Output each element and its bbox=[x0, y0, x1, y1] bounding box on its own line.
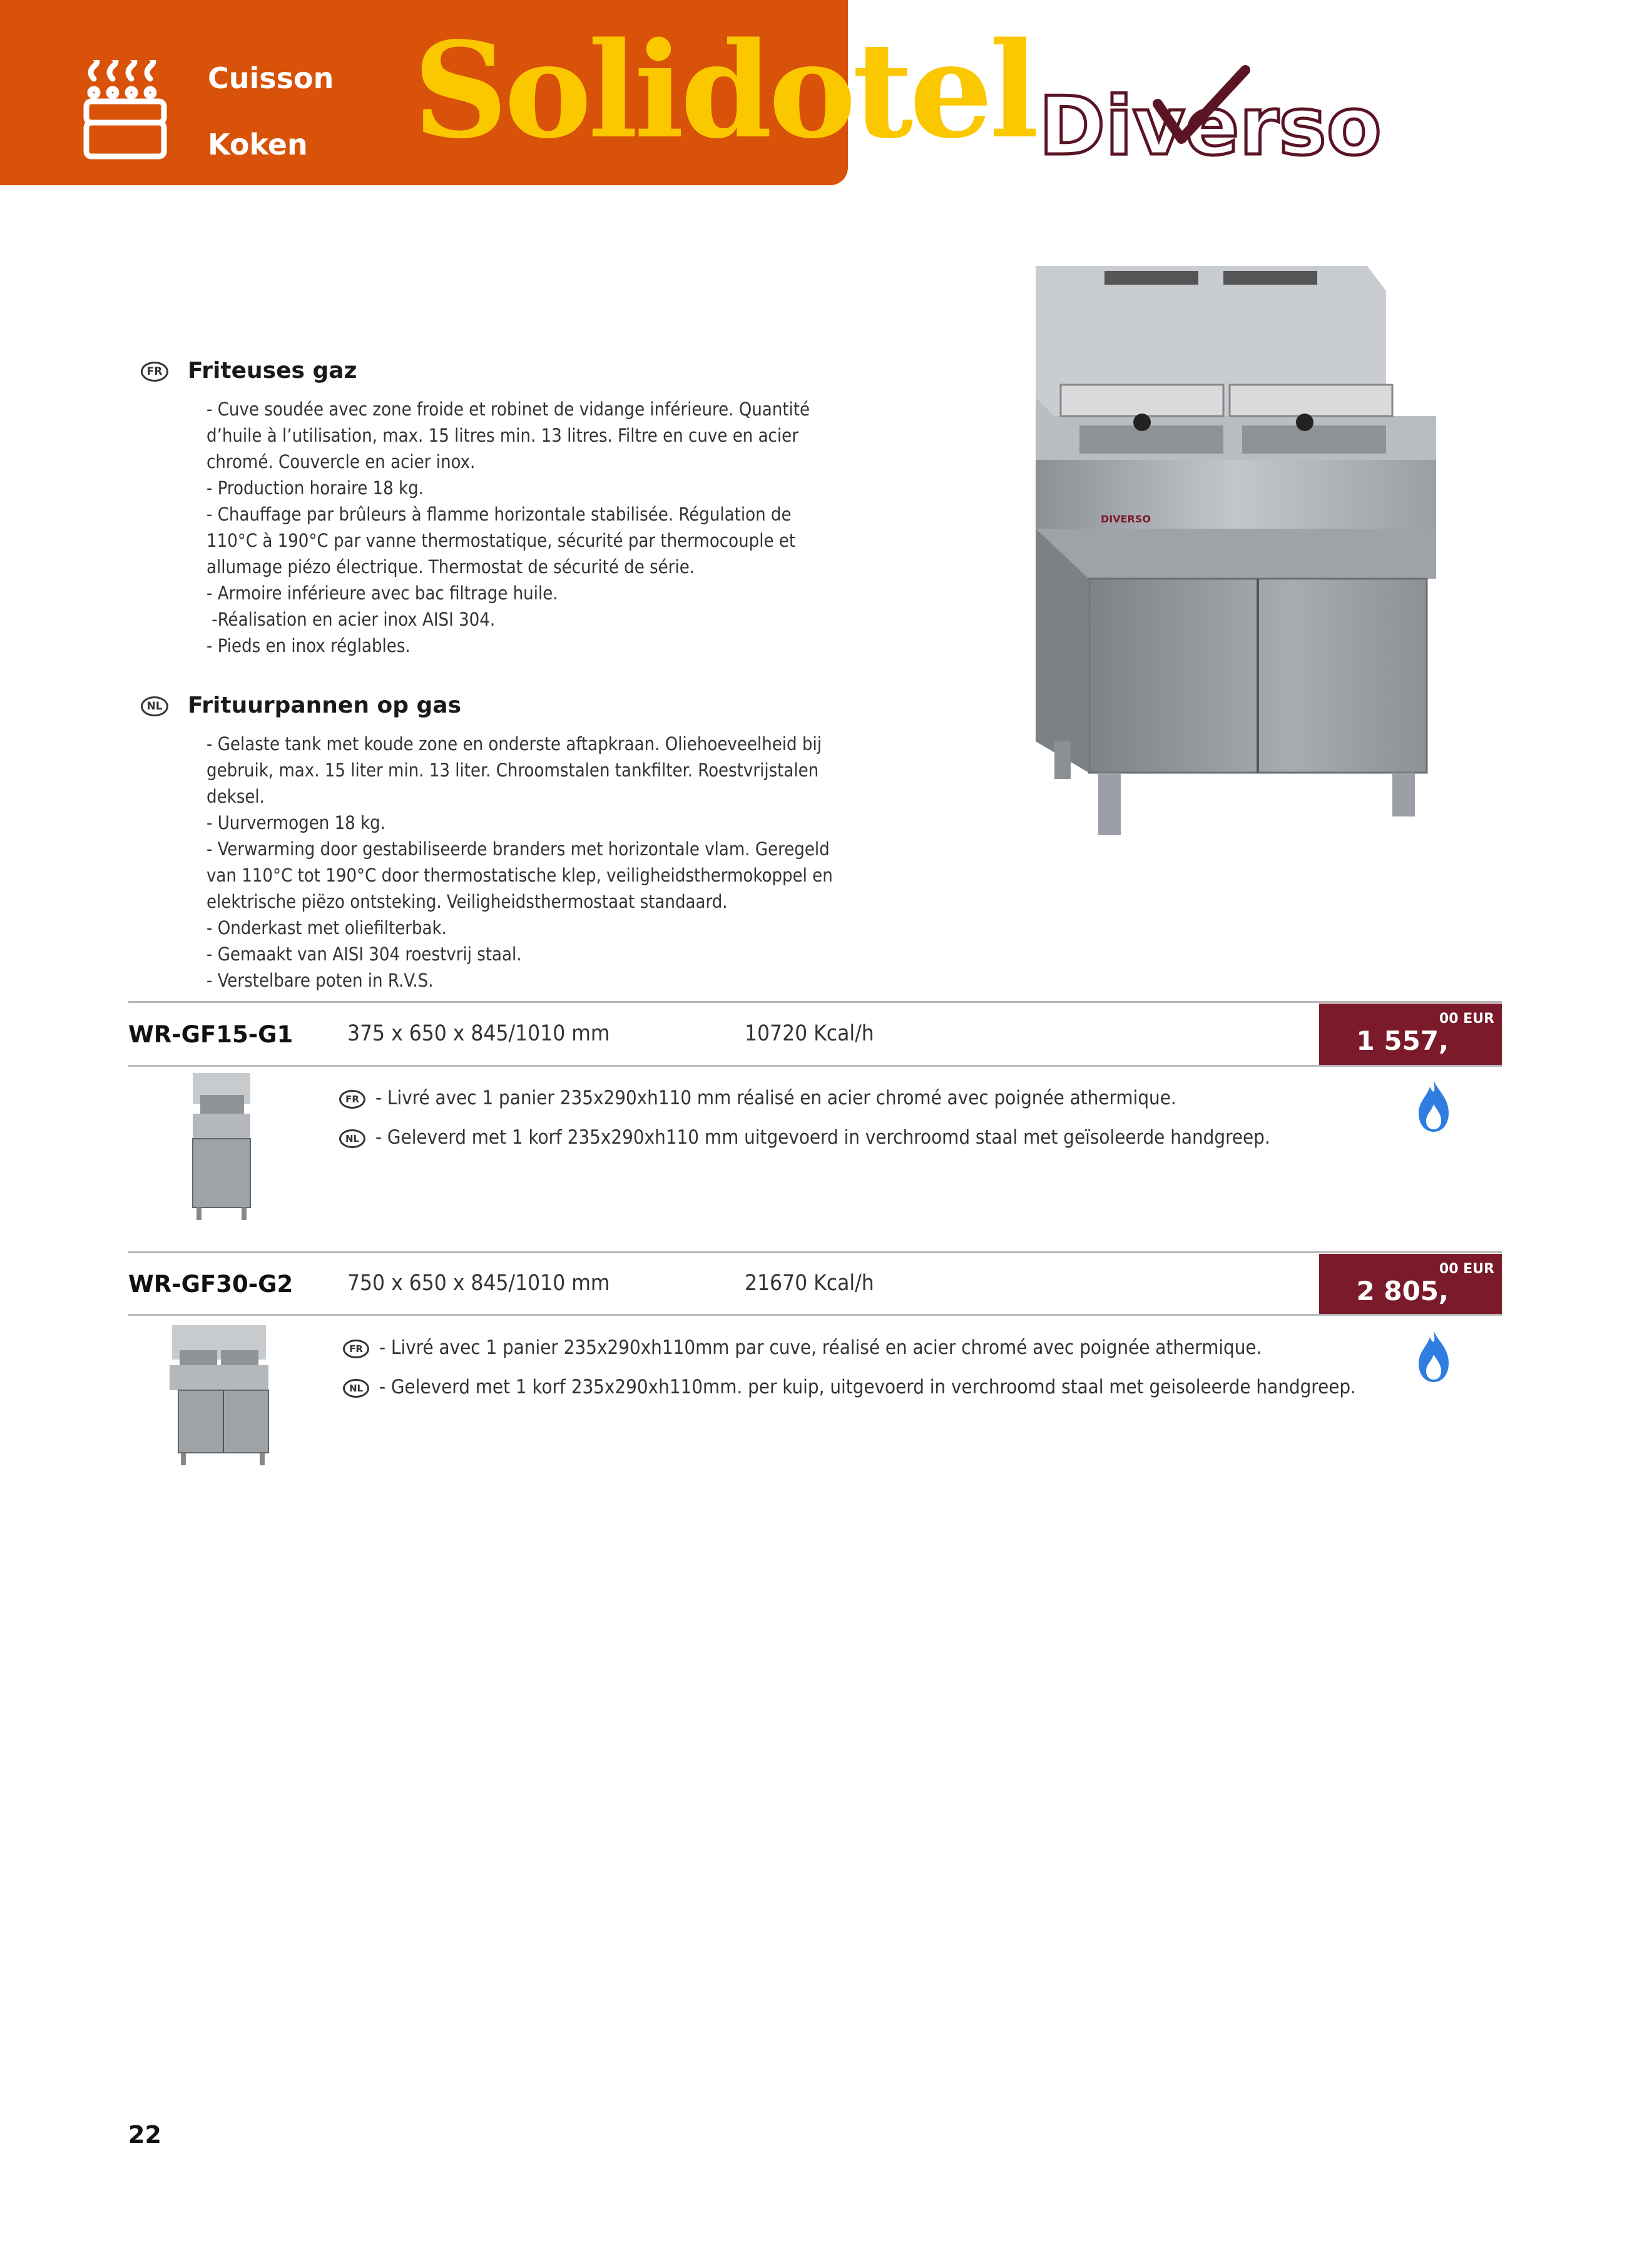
fr-description-line: - Production horaire 18 kg. bbox=[207, 477, 424, 499]
product-note-fr-text: - Livré avec 1 panier 235x290xh110 mm réalisé en acier chromé avec poignée athermique. bbox=[375, 1087, 1176, 1109]
product-row-divider bbox=[128, 1001, 1502, 1003]
fr-section-title: Friteuses gaz bbox=[188, 358, 357, 384]
product-note-nl-text: - Geleverd met 1 korf 235x290xh110 mm uitgevoerd in verchroomd staal met geïsoleerde handgreep. bbox=[375, 1126, 1270, 1149]
gas-flame-icon bbox=[1417, 1079, 1450, 1133]
diverso-wordmark: Diverso bbox=[1039, 80, 1382, 166]
svg-text:DIVERSO: DIVERSO bbox=[1101, 513, 1151, 525]
fr-description bbox=[207, 396, 914, 659]
category-label-nl: Koken bbox=[208, 128, 308, 161]
nl-language-badge: NL bbox=[339, 1129, 365, 1148]
price-box bbox=[1319, 1254, 1502, 1315]
price-cents-currency: 00 EUR bbox=[1439, 1261, 1494, 1277]
nl-description-line: - Gelaste tank met koude zone en onderste aftapkraan. Oliehoeveelheid bij bbox=[207, 733, 822, 755]
nl-description-line: gebruik, max. 15 liter min. 13 liter. Chroomstalen tankfilter. Roestvrijstalen bbox=[207, 760, 819, 781]
nl-description-line: - Verwarming door gestabiliseerde branders met horizontale vlam. Geregeld bbox=[207, 838, 830, 860]
product-power: 21670 Kcal/h bbox=[745, 1271, 874, 1296]
fr-description-line: - Chauffage par brûleurs à flamme horizontale stabilisée. Régulation de bbox=[207, 504, 792, 525]
fr-description-line: - Cuve soudée avec zone froide et robinet de vidange inférieure. Quantité bbox=[207, 399, 810, 420]
price-value: 2 805, bbox=[1356, 1276, 1449, 1306]
product-note-fr bbox=[343, 1336, 1262, 1359]
fr-description-line: -Réalisation en acier inox AISI 304. bbox=[207, 609, 496, 630]
product-dimensions: 750 x 650 x 845/1010 mm bbox=[347, 1271, 610, 1296]
price-box bbox=[1319, 1004, 1502, 1065]
product-row-divider bbox=[128, 1065, 1502, 1067]
oven-icon bbox=[83, 60, 168, 160]
nl-language-badge: NL bbox=[141, 696, 168, 716]
nl-description-line: deksel. bbox=[207, 786, 265, 807]
fr-description-line: - Pieds en inox réglables. bbox=[207, 635, 411, 656]
fr-description-line: - Armoire inférieure avec bac filtrage huile. bbox=[207, 582, 558, 604]
nl-description-line: van 110°C tot 190°C door thermostatische klep, veiligheidsthermokoppel en bbox=[207, 865, 833, 886]
fryer-double-product-thumbnail bbox=[166, 1325, 272, 1466]
product-note-fr bbox=[339, 1087, 1176, 1109]
product-note-fr-text: - Livré avec 1 panier 235x290xh110mm par cuve, réalisé en acier chromé avec poignée athermique. bbox=[379, 1336, 1262, 1359]
nl-section-title: Frituurpannen op gas bbox=[188, 693, 462, 718]
product-power: 10720 Kcal/h bbox=[745, 1021, 874, 1046]
diverso-logo bbox=[1039, 60, 1420, 166]
fr-language-badge: FR bbox=[343, 1340, 369, 1358]
nl-description-line: elektrische piëzo ontsteking. Veiligheidsthermostaat standaard. bbox=[207, 891, 728, 912]
nl-description-line: - Gemaakt van AISI 304 roestvrij staal. bbox=[207, 943, 522, 965]
fr-description-line: 110°C à 190°C par vanne thermostatique, sécurité par thermocouple et bbox=[207, 530, 796, 551]
fr-description-line: chromé. Couvercle en acier inox. bbox=[207, 451, 476, 472]
nl-description-line: - Uurvermogen 18 kg. bbox=[207, 812, 386, 833]
nl-language-badge: NL bbox=[343, 1379, 369, 1398]
price-value: 1 557, bbox=[1356, 1025, 1449, 1056]
fr-language-badge: FR bbox=[339, 1090, 365, 1109]
gas-flame-icon bbox=[1417, 1330, 1450, 1383]
fryer-single-product-thumbnail bbox=[188, 1073, 257, 1220]
nl-description-line: - Onderkast met oliefilterbak. bbox=[207, 917, 447, 938]
product-dimensions: 375 x 650 x 845/1010 mm bbox=[347, 1021, 610, 1046]
solidotel-logo: Solidotel bbox=[413, 13, 1036, 168]
product-model-code: WR-GF30-G2 bbox=[128, 1271, 293, 1298]
product-note-nl bbox=[339, 1126, 1270, 1149]
fr-description-line: allumage piézo électrique. Thermostat de sécurité de série. bbox=[207, 556, 695, 577]
category-label-fr: Cuisson bbox=[208, 61, 334, 95]
product-model-code: WR-GF15-G1 bbox=[128, 1021, 293, 1048]
nl-description bbox=[207, 731, 914, 994]
page-number: 22 bbox=[128, 2121, 161, 2148]
nl-section-header bbox=[141, 696, 168, 716]
fr-section-header bbox=[141, 362, 168, 382]
product-row-divider bbox=[128, 1314, 1502, 1316]
product-note-nl bbox=[343, 1376, 1356, 1398]
price-cents-currency: 00 EUR bbox=[1439, 1011, 1494, 1027]
fr-language-badge: FR bbox=[141, 362, 168, 382]
product-row-divider bbox=[128, 1251, 1502, 1253]
fryer-double-product-image bbox=[1036, 266, 1446, 842]
nl-description-line: - Verstelbare poten in R.V.S. bbox=[207, 970, 434, 991]
product-note-nl-text: - Geleverd met 1 korf 235x290xh110mm. per kuip, uitgevoerd in verchroomd staal met geisoleerde handgreep. bbox=[379, 1376, 1356, 1398]
fr-description-line: d’huile à l’utilisation, max. 15 litres min. 13 litres. Filtre en cuve en acier bbox=[207, 425, 798, 446]
